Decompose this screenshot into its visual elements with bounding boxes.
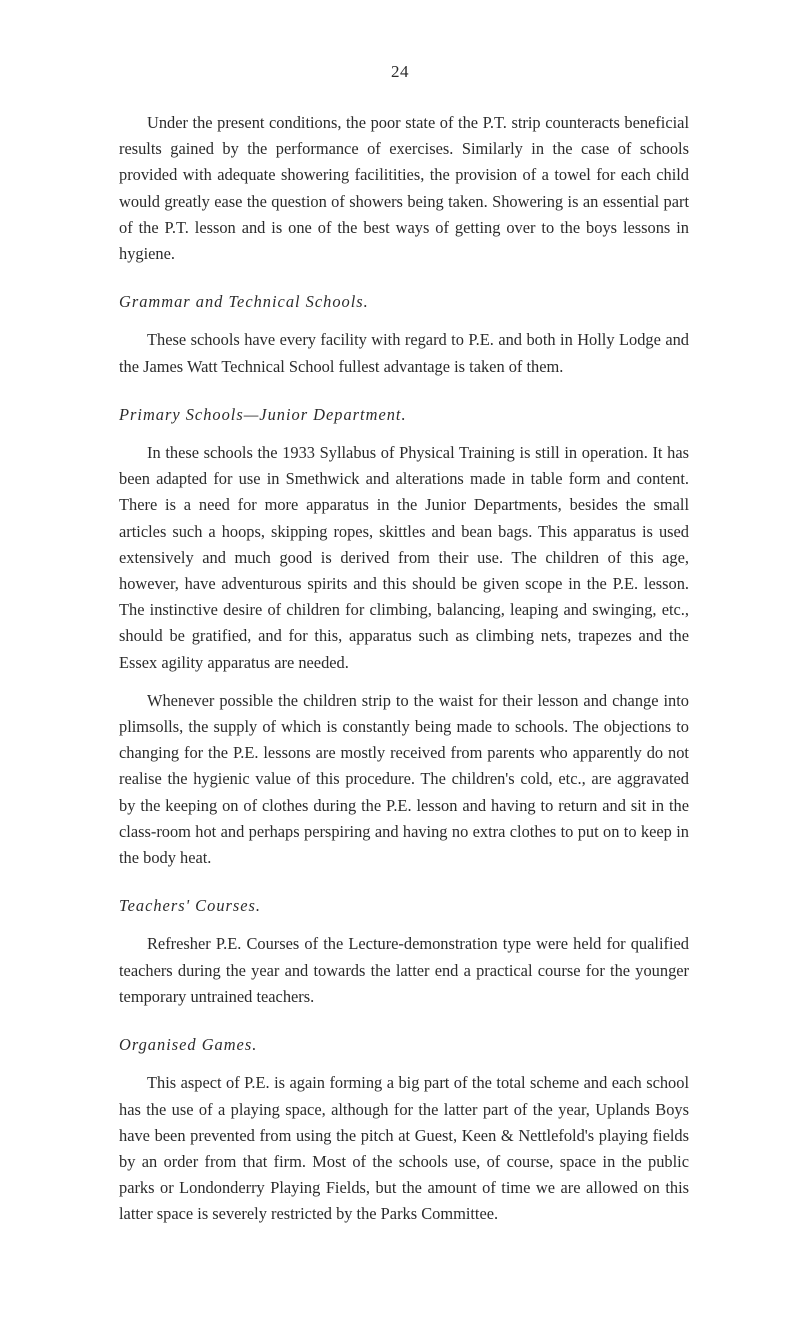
intro-paragraph: Under the present conditions, the poor state of the P.T. strip counteracts beneficial results gained by the performance of exercises. Similarly in the case of schools provided with adequate showering facilitities, the provision of a towel for each child would greatly ease the question of showers being taken. Showering is an essential part of the P.T. lesson and is one of the best ways of getting over to the boys lessons in hygiene. [119, 113, 689, 264]
primary-schools-paragraph-2: Whenever possible the children strip to the waist for their lesson and change into plimsolls, the supply of which is constantly being made to schools. The objections to changing for the P.E. lessons are mostly received from parents who apparently do not realise the hygienic value of this procedure. The children's cold, etc., are aggravated by the keeping on of clothes during the P.E. lesson and having to return and sit in the class-room hot and perhaps perspiring and having no extra clothes to put on to keep in the body heat. [119, 690, 689, 868]
page-number: 24 [391, 62, 409, 81]
primary-schools-paragraph-1: In these schools the 1933 Syllabus of Physical Training is still in operation. It has been adapted for use in Smethwick and alterations made in table form and content. There is a need for more apparatus in the Junior Departments, besides the small articles such a hoops, skipping ropes, skittles and bean bags. This apparatus is used extensively and much good is derived from their use. The children of this age, however, have adventurous spirits and this should be given scope in the P.E. lesson. The instinctive desire of children for climbing, balancing, leaping and swinging, etc., should be gratified, and for this, apparatus such as climbing nets, trapezes and the Essex agility apparatus are needed. [119, 443, 689, 672]
page-content [119, 110, 689, 1228]
organised-games-paragraph: This aspect of P.E. is again forming a big part of the total scheme and each school has the use of a playing space, although for the latter part of the year, Uplands Boys have been prevented from using the pitch at Guest, Keen & Nettlefold's playing fields by an order from that firm. Most of the schools use, of course, space in the public parks or Londonderry Playing Fields, but the amount of time we are allowed on this latter space is severely restricted by the Parks Committee. [119, 1073, 689, 1224]
primary-schools-heading: Primary Schools—Junior Department. [119, 404, 407, 424]
organised-games-heading: Organised Games. [119, 1035, 258, 1055]
teachers-courses-heading: Teachers' Courses. [119, 896, 262, 916]
grammar-schools-paragraph: These schools have every facility with regard to P.E. and both in Holly Lodge and the James Watt Technical School fullest advantage is taken of them. [119, 330, 689, 376]
teachers-courses-paragraph: Refresher P.E. Courses of the Lecture-demonstration type were held for qualified teachers during the year and towards the latter end a practical course for the younger temporary untrained teachers. [119, 934, 689, 1006]
grammar-schools-heading: Grammar and Technical Schools. [119, 292, 369, 312]
